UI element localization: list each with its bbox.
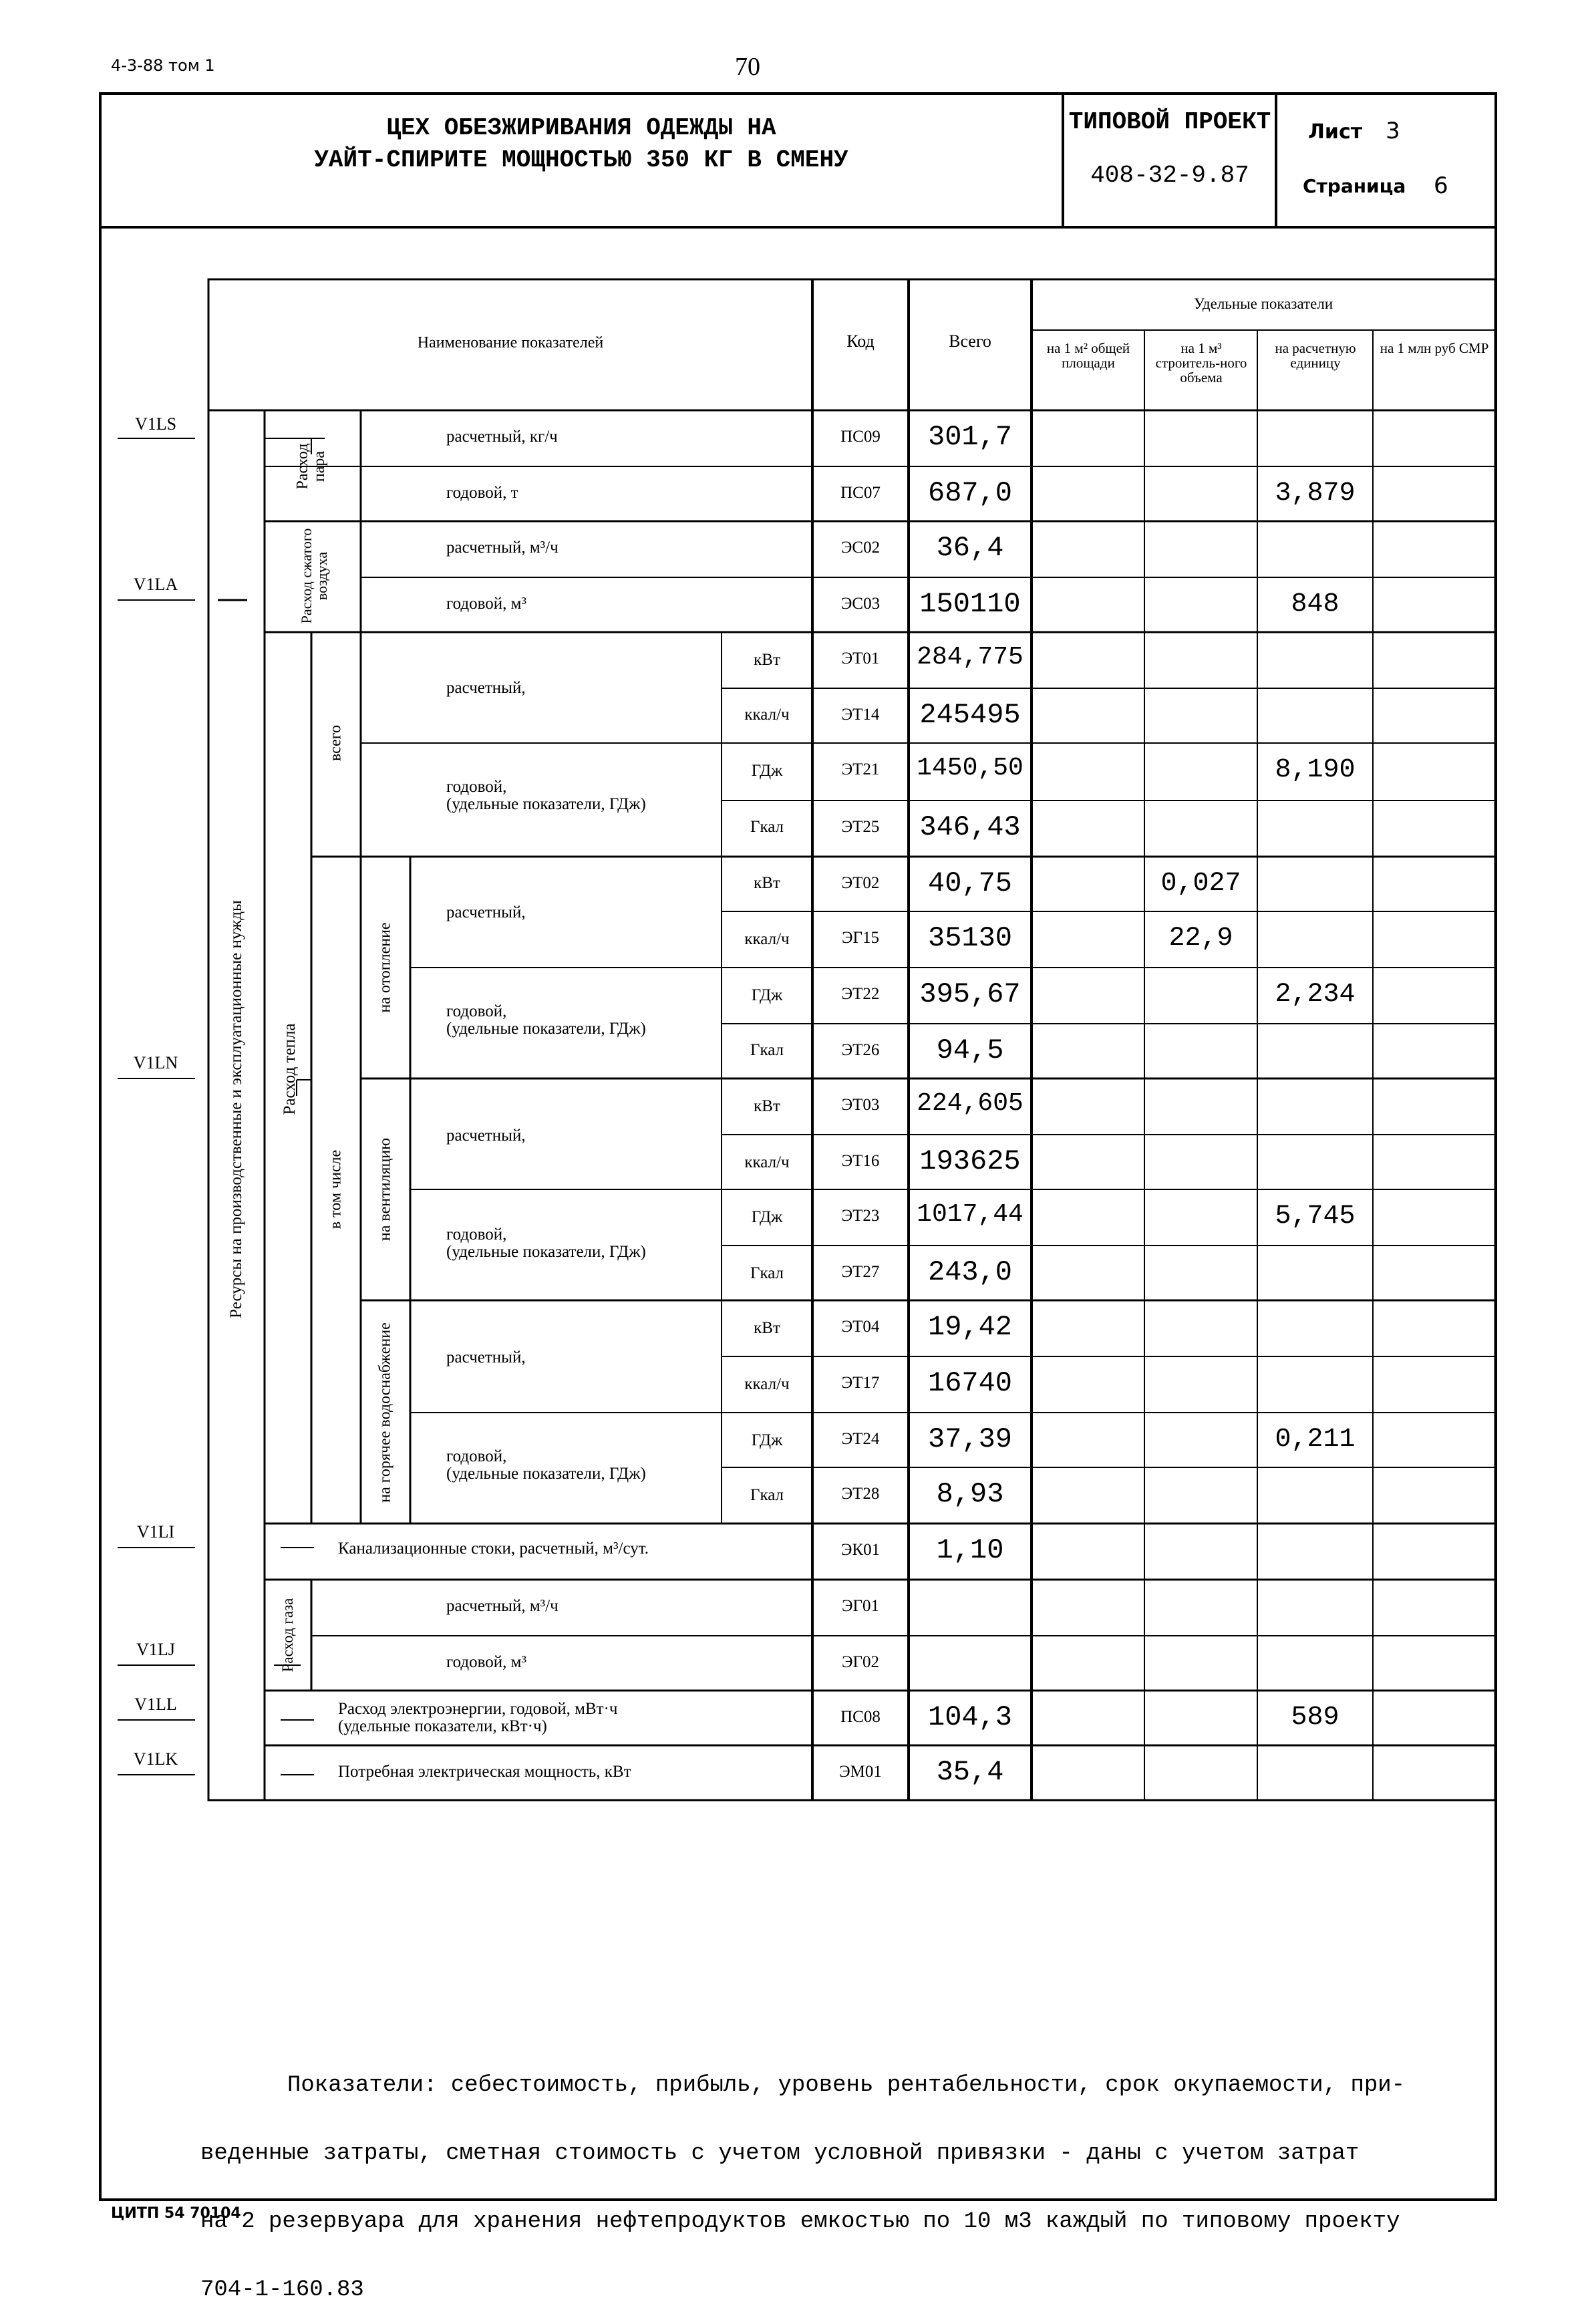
header-per-million: на 1 млн руб СМР: [1380, 340, 1489, 356]
row-total: 395,67: [919, 978, 1021, 1010]
row-code: ПС08: [840, 1708, 881, 1726]
row-per-unit: 5,745: [1275, 1201, 1356, 1231]
row-per-volume: 0,027: [1160, 869, 1241, 899]
row-total: 243,0: [927, 1256, 1013, 1288]
label-heat-total-annual-note: (удельные показатели, ГДж): [446, 795, 646, 813]
title-line-1: ЦЕХ ОБЕЗЖИРИВАНИЯ ОДЕЖДЫ НА: [386, 114, 776, 142]
row-code: ЭС03: [840, 595, 881, 613]
row-code: ЭТ23: [841, 1207, 880, 1225]
page-label: Страница: [1303, 175, 1406, 197]
page-number: 70: [735, 53, 760, 81]
unit-gcal: Гкал: [750, 1264, 784, 1282]
unit-kcal: ккал/ч: [744, 1153, 790, 1171]
row-code: ЭТ03: [841, 1096, 880, 1114]
row-code: ЭТ27: [841, 1263, 880, 1281]
label-heating-annual: годовой,: [446, 1002, 507, 1020]
group-heat: Расход тепла: [280, 1023, 299, 1115]
row-total: 94,5: [936, 1034, 1004, 1066]
row-total: 687,0: [927, 477, 1013, 509]
row-code: ЭС02: [840, 539, 881, 557]
side-code-v1ll: V1LL: [134, 1695, 177, 1714]
footnote: [200, 2029, 1405, 2324]
label-heating-annual-note: (удельные показатели, ГДж): [446, 1020, 646, 1038]
label-vent-calc: расчетный,: [446, 1127, 526, 1145]
unit-gcal: Гкал: [750, 818, 784, 836]
footer-code: ЦИТП 54 70104: [111, 2205, 241, 2222]
unit-kw: кВт: [754, 874, 780, 892]
group-steam: Расход пара: [293, 443, 328, 490]
row-total: 224,605: [917, 1089, 1023, 1118]
row-total: 8,93: [936, 1478, 1004, 1510]
row-code: ЭК01: [840, 1541, 881, 1559]
row-total: 36,4: [936, 532, 1004, 564]
row-total: 19,42: [927, 1311, 1013, 1343]
row-total: 40,75: [927, 867, 1013, 899]
group-resources: Ресурсы на производственные и эксплуатационные нужды: [226, 900, 245, 1318]
row-code: ЭТ21: [841, 760, 880, 778]
row-total: 346,43: [919, 811, 1021, 843]
row-total: 1,10: [936, 1534, 1004, 1566]
label-air-calc: расчетный, м³/ч: [446, 539, 559, 557]
group-total: всего: [327, 724, 345, 762]
unit-kw: кВт: [754, 1097, 780, 1115]
row-code: ЭТ01: [841, 649, 880, 668]
label-electricity-note: (удельные показатели, кВт·ч): [338, 1717, 547, 1735]
row-code: ПС09: [840, 428, 881, 446]
row-total: 16740: [927, 1367, 1013, 1399]
row-total: 1450,50: [917, 754, 1023, 782]
unit-gj: ГДж: [751, 762, 783, 780]
document-title: [107, 112, 1056, 176]
unit-gj: ГДж: [751, 1208, 783, 1226]
row-code: ЭТ24: [841, 1430, 880, 1448]
row-code: ЭГ01: [842, 1597, 879, 1615]
header-code: Код: [846, 331, 875, 351]
footnote-line-3: на 2 резервуара для хранения нефтепродуктов емкостью по 10 м3 каждый по типовому проекту: [200, 2209, 1400, 2234]
footnote-line-2: веденные затраты, сметная стоимость с учетом условной привязки - даны с учетом затрат: [200, 2141, 1360, 2166]
row-code: ПС07: [840, 484, 881, 502]
row-code: ЭТ16: [841, 1152, 880, 1170]
row-total: 35,4: [936, 1756, 1004, 1788]
group-incl: в том числе: [327, 1149, 345, 1229]
label-hotwater-calc: расчетный,: [446, 1348, 526, 1366]
header-per-area: на 1 м² общей площади: [1046, 340, 1130, 371]
side-code-v1la: V1LA: [133, 575, 178, 594]
header-total: Всего: [949, 331, 991, 351]
header-name: Наименование показателей: [417, 334, 604, 351]
label-sewage: Канализационные стоки, расчетный, м³/сут.: [338, 1540, 649, 1558]
row-per-unit: 0,211: [1275, 1425, 1356, 1455]
row-per-volume: 22,9: [1168, 923, 1233, 954]
label-air-annual: годовой, м³: [446, 595, 526, 613]
row-code: ЭМ01: [839, 1763, 882, 1781]
group-hot-water: на горячее водоснабжение: [376, 1322, 394, 1503]
row-total: 104,3: [927, 1701, 1013, 1733]
footnote-line-4: 704-1-160.83: [200, 2277, 364, 2303]
label-gas-calc: расчетный, м³/ч: [446, 1597, 559, 1615]
label-steam-annual: годовой, т: [446, 484, 518, 502]
label-hotwater-annual: годовой,: [446, 1447, 507, 1465]
unit-kw: кВт: [754, 651, 780, 669]
label-vent-annual-note: (удельные показатели, ГДж): [446, 1243, 646, 1261]
group-gas: Расход газа: [279, 1598, 296, 1673]
row-total: 301,7: [927, 421, 1013, 453]
doc-reference: 4-3-88 том 1: [111, 56, 215, 75]
row-code: ЭТ22: [841, 985, 880, 1003]
row-total: 1017,44: [917, 1200, 1023, 1229]
row-per-unit: 2,234: [1275, 980, 1356, 1010]
unit-gcal: Гкал: [750, 1486, 784, 1504]
label-gas-annual: годовой, м³: [446, 1653, 526, 1671]
row-total: 284,775: [917, 643, 1023, 672]
row-code: ЭТ17: [841, 1374, 880, 1392]
label-vent-annual: годовой,: [446, 1225, 507, 1244]
side-code-v1lj: V1LJ: [136, 1640, 175, 1659]
row-code: ЭТ04: [841, 1318, 880, 1336]
side-code-v1lk: V1LK: [133, 1749, 178, 1769]
row-per-unit: 8,190: [1275, 755, 1356, 785]
row-code: ЭТ28: [841, 1485, 880, 1503]
page-value: 6: [1434, 172, 1448, 199]
label-heat-total-calc: расчетный,: [446, 679, 526, 697]
row-total: 37,39: [927, 1423, 1013, 1455]
sheet-value: 3: [1386, 118, 1400, 144]
group-air: Расход сжатого воздуха: [297, 528, 330, 624]
row-total: 245495: [919, 699, 1021, 731]
row-total: 35130: [927, 922, 1013, 954]
sheet-label: Лист: [1308, 120, 1363, 144]
label-heat-total-annual: годовой,: [446, 778, 507, 796]
label-steam-calc: расчетный, кг/ч: [446, 428, 558, 446]
row-code: ЭГ02: [842, 1653, 879, 1671]
side-code-v1li: V1LI: [136, 1522, 175, 1542]
header-specific: Удельные показатели: [1193, 295, 1333, 312]
unit-gcal: Гкал: [750, 1041, 784, 1059]
row-code: ЭТ25: [841, 818, 880, 836]
side-code-v1ls: V1LS: [134, 414, 177, 434]
row-per-unit: 848: [1291, 589, 1339, 619]
unit-kw: кВт: [754, 1319, 780, 1337]
row-code: ЭТ26: [841, 1041, 880, 1059]
label-electricity: Расход электроэнергии, годовой, мВт·ч: [338, 1700, 618, 1718]
unit-gj: ГДж: [751, 986, 783, 1004]
side-code-v1ln: V1LN: [133, 1053, 178, 1072]
label-heating-calc: расчетный,: [446, 903, 526, 921]
title-line-2: УАЙТ-СПИРИТЕ МОЩНОСТЬЮ 350 КГ В СМЕНУ: [314, 146, 848, 174]
project-number: 408-32-9.87: [1090, 162, 1249, 189]
group-heating: на отопление: [376, 922, 394, 1013]
unit-kcal: ккал/ч: [744, 706, 790, 724]
header-per-unit: на расчетную единицу: [1275, 340, 1356, 371]
row-per-unit: 3,879: [1275, 478, 1356, 509]
project-label: ТИПОВОЙ ПРОЕКТ: [1068, 108, 1271, 136]
unit-gj: ГДж: [751, 1431, 783, 1449]
unit-kcal: ккал/ч: [744, 1375, 790, 1393]
row-total: 193625: [919, 1145, 1021, 1177]
unit-kcal: ккал/ч: [744, 930, 790, 948]
row-per-unit: 589: [1291, 1703, 1339, 1733]
label-hotwater-annual-note: (удельные показатели, ГДж): [446, 1465, 646, 1483]
label-power: Потребная электрическая мощность, кВт: [338, 1763, 631, 1781]
group-ventilation: на вентиляцию: [376, 1137, 394, 1242]
header-per-volume: на 1 м³ строитель-ного объема: [1155, 340, 1247, 386]
row-total: 150110: [919, 588, 1021, 620]
row-code: ЭТ02: [841, 874, 880, 892]
footnote-line-1: Показатели: себестоимость, прибыль, уровень рентабельности, срок окупаемости, при-: [287, 2073, 1406, 2098]
row-code: ЭГ15: [842, 929, 879, 947]
row-code: ЭТ14: [841, 706, 880, 724]
